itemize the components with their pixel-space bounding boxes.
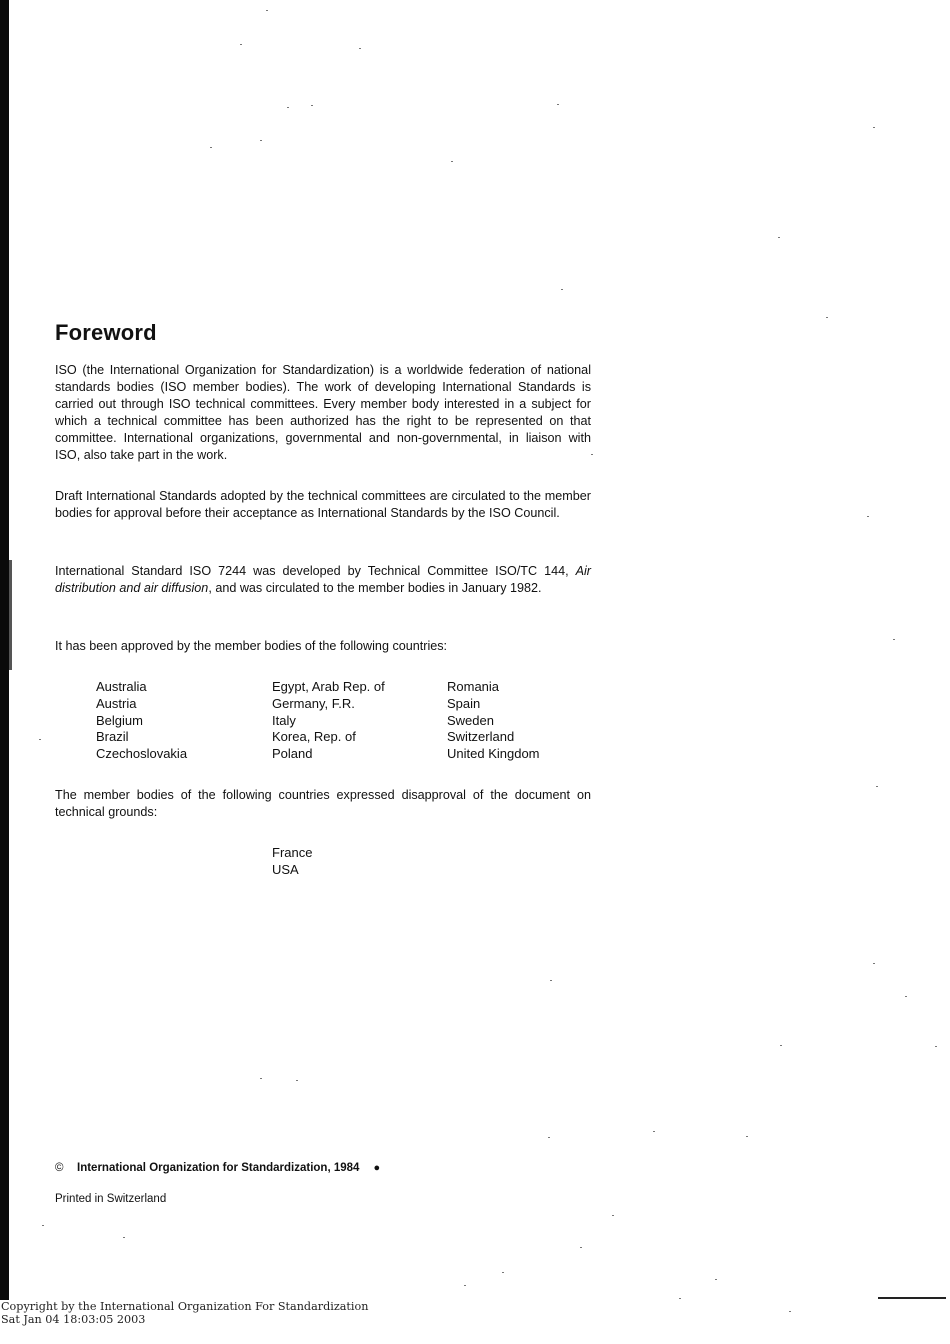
scan-speck (873, 963, 875, 964)
copyright-line (55, 1162, 380, 1174)
scan-speck (260, 140, 262, 141)
country-item: Czechoslovakia (96, 746, 188, 762)
country-item: Poland (272, 746, 313, 762)
scan-speck (789, 1311, 791, 1312)
paragraph-standard-development (55, 563, 591, 597)
country-item: France (272, 845, 313, 860)
scan-speck (266, 10, 268, 11)
scan-speck (679, 1298, 681, 1299)
scan-speck (893, 639, 895, 640)
country-item: Korea, Rep. of (272, 729, 356, 745)
scan-speck (612, 1215, 614, 1216)
bullet-icon: ● (373, 1162, 381, 1174)
country-item: Egypt, Arab Rep. of (272, 679, 385, 694)
edge-rule (878, 1297, 946, 1299)
paragraph-approval: It has been approved by the member bodies of the following countries: (55, 639, 448, 653)
scan-speck (548, 1137, 550, 1138)
country-item: Spain (447, 695, 481, 711)
scan-speck (561, 289, 563, 290)
country-item: United Kingdom (447, 746, 540, 762)
paragraph-disapproval: The member bodies of the following countries expressed disapproval of the document on technical grounds: (55, 788, 591, 819)
scan-speck (42, 1225, 44, 1226)
scan-speck (296, 1080, 298, 1081)
country-item: Romania (447, 679, 500, 694)
country-item: Belgium (96, 712, 143, 728)
scan-speck (557, 104, 559, 105)
country-item: Switzerland (447, 729, 515, 745)
stamp-line-2: Sat Jan 04 18:03:05 2003 (1, 1313, 146, 1326)
scan-speck (464, 1285, 466, 1286)
scan-speck (591, 454, 593, 455)
paragraph-standard-development-start: International Standard ISO 7244 was developed by Technical Committee ISO/TC 144, (55, 564, 576, 578)
countries-column-1 (96, 679, 187, 763)
country-item: Brazil (96, 729, 129, 745)
scan-speck (502, 1272, 504, 1273)
scan-speck (550, 980, 552, 981)
copyright-text: International Organization for Standardization, 1984 (77, 1162, 360, 1174)
copyright-stamp (1, 1300, 368, 1326)
paragraph-iso-intro: ISO (the International Organization for Standardization) is a worldwide federation of national standards bodies (ISO member bodies). The work of developing International Standards is carried out through ISO technical committees. Every member body interested in a subject for which a technical committee has been authorized has the right to be represented on that committee. International organizations, governmental and non-governmental, in liaison with ISO, also take part in the work. (55, 363, 591, 462)
scan-speck (780, 1045, 782, 1046)
scan-speck (580, 1247, 582, 1248)
scan-speck (240, 44, 242, 45)
scan-speck (873, 127, 875, 128)
country-item: Australia (96, 679, 147, 694)
scan-speck (359, 48, 361, 49)
scan-speck (905, 996, 907, 997)
page-title: Foreword (55, 320, 157, 345)
scan-speck (715, 1279, 717, 1280)
scan-speck (123, 1237, 125, 1238)
paragraph-standard-development-end: , and was circulated to the member bodies in January 1982. (208, 581, 542, 595)
scan-speck (778, 237, 780, 238)
disapproving-countries-list (272, 845, 312, 879)
scan-speck (746, 1136, 748, 1137)
scan-speck (311, 105, 313, 106)
committee-title: Air distribution and air diffusion (55, 564, 591, 595)
scan-speck (260, 1078, 262, 1079)
scan-speck (39, 739, 41, 740)
scan-edge-notch (9, 560, 12, 670)
copyright-symbol: © (55, 1162, 64, 1174)
scan-speck (653, 1131, 655, 1132)
scan-speck (867, 516, 869, 517)
country-item: Austria (96, 695, 137, 711)
scan-speck (935, 1046, 937, 1047)
scan-speck (826, 317, 828, 318)
scan-speck (451, 161, 453, 162)
countries-column-2 (272, 679, 385, 763)
country-item: USA (272, 861, 299, 877)
country-item: Italy (272, 712, 296, 728)
scan-speck (287, 107, 289, 108)
scan-speck (210, 147, 212, 148)
stamp-line-1: Copyright by the International Organization For Standardization (1, 1300, 369, 1313)
countries-column-3 (447, 679, 540, 763)
country-item: Germany, F.R. (272, 695, 355, 711)
paragraph-draft-standards: Draft International Standards adopted by the technical committees are circulated to the member bodies for approval before their acceptance as International Standards by the ISO Council. (55, 489, 591, 520)
scan-speck (876, 786, 878, 787)
scan-left-edge (0, 0, 9, 1300)
country-item: Sweden (447, 712, 494, 728)
printed-in-line: Printed in Switzerland (55, 1193, 167, 1205)
